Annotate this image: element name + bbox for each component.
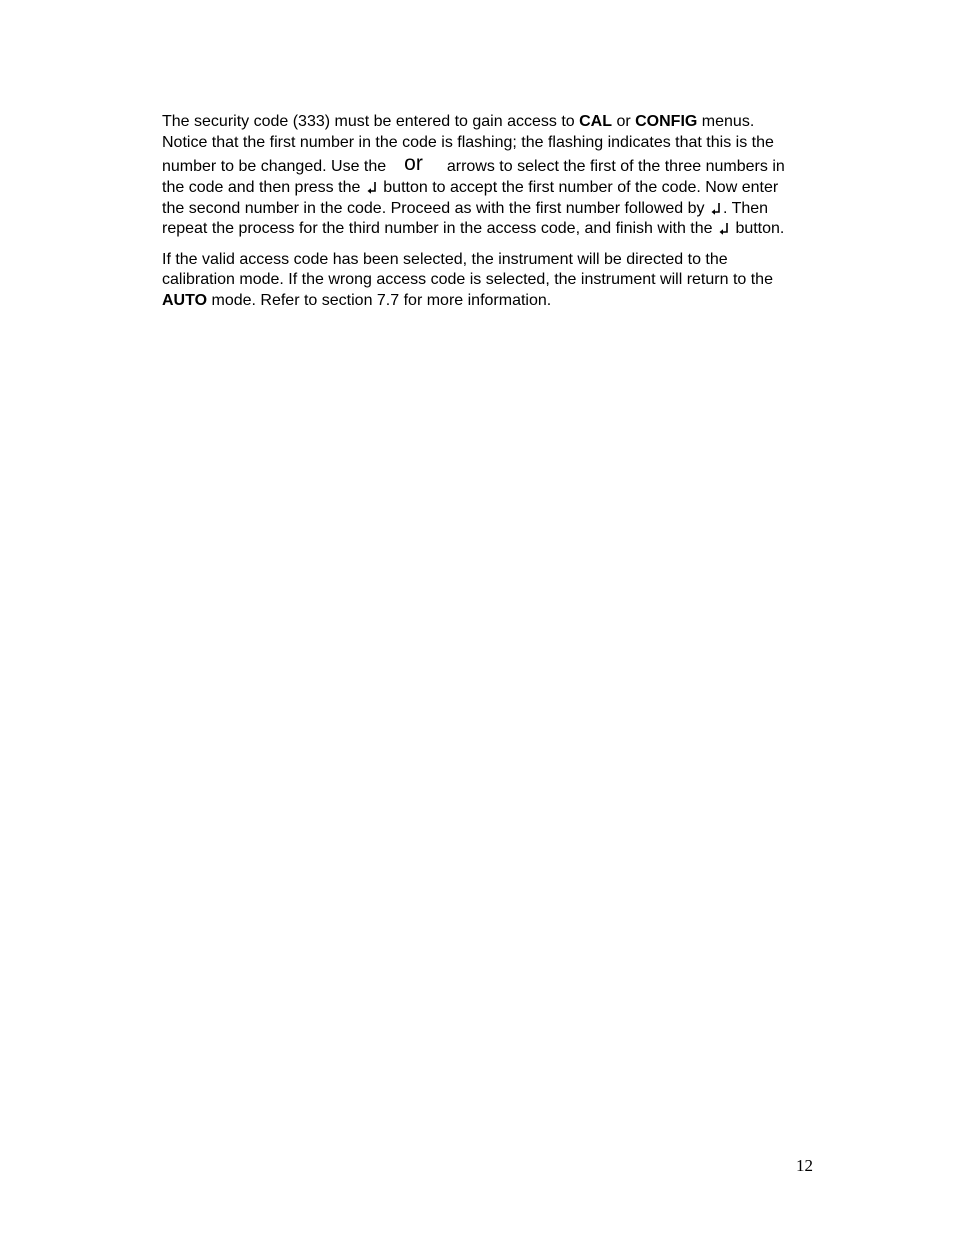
cal-menu-label: CAL — [579, 113, 612, 130]
text-line: the second number in the code. Proceed as with the first number followed by . Then — [162, 199, 769, 217]
enter-return-icon — [711, 202, 721, 216]
config-menu-label: CONFIG — [635, 113, 698, 130]
text-line: If the valid access code has been selected, the instrument will be directed to the — [162, 250, 728, 268]
text-line: repeat the process for the third number in the access code, and finish with the button. — [162, 220, 785, 237]
paragraph-security-code — [162, 112, 842, 240]
paragraph-access-result — [162, 250, 842, 312]
text-line: Notice that the first number in the code is flashing; the flashing indicates that this is the — [162, 133, 774, 151]
text-line: the code and then press the button to accept the first number of the code. Now enter — [162, 179, 779, 196]
enter-return-icon — [719, 222, 729, 236]
or-word: or — [404, 152, 423, 175]
enter-return-icon — [367, 181, 377, 195]
text-line: number to be changed. Use the or arrows to select the first of the three numbers in — [162, 152, 785, 175]
text-line: The security code (333) must be entered to gain access to CAL or CONFIG menus. — [162, 113, 755, 130]
auto-mode-label: AUTO — [162, 291, 208, 309]
page-number: 12 — [796, 1156, 813, 1175]
text-line: calibration mode. If the wrong access code is selected, the instrument will return to the — [162, 271, 773, 288]
body-text — [162, 112, 842, 311]
text-line: AUTO mode. Refer to section 7.7 for more information. — [162, 291, 552, 309]
